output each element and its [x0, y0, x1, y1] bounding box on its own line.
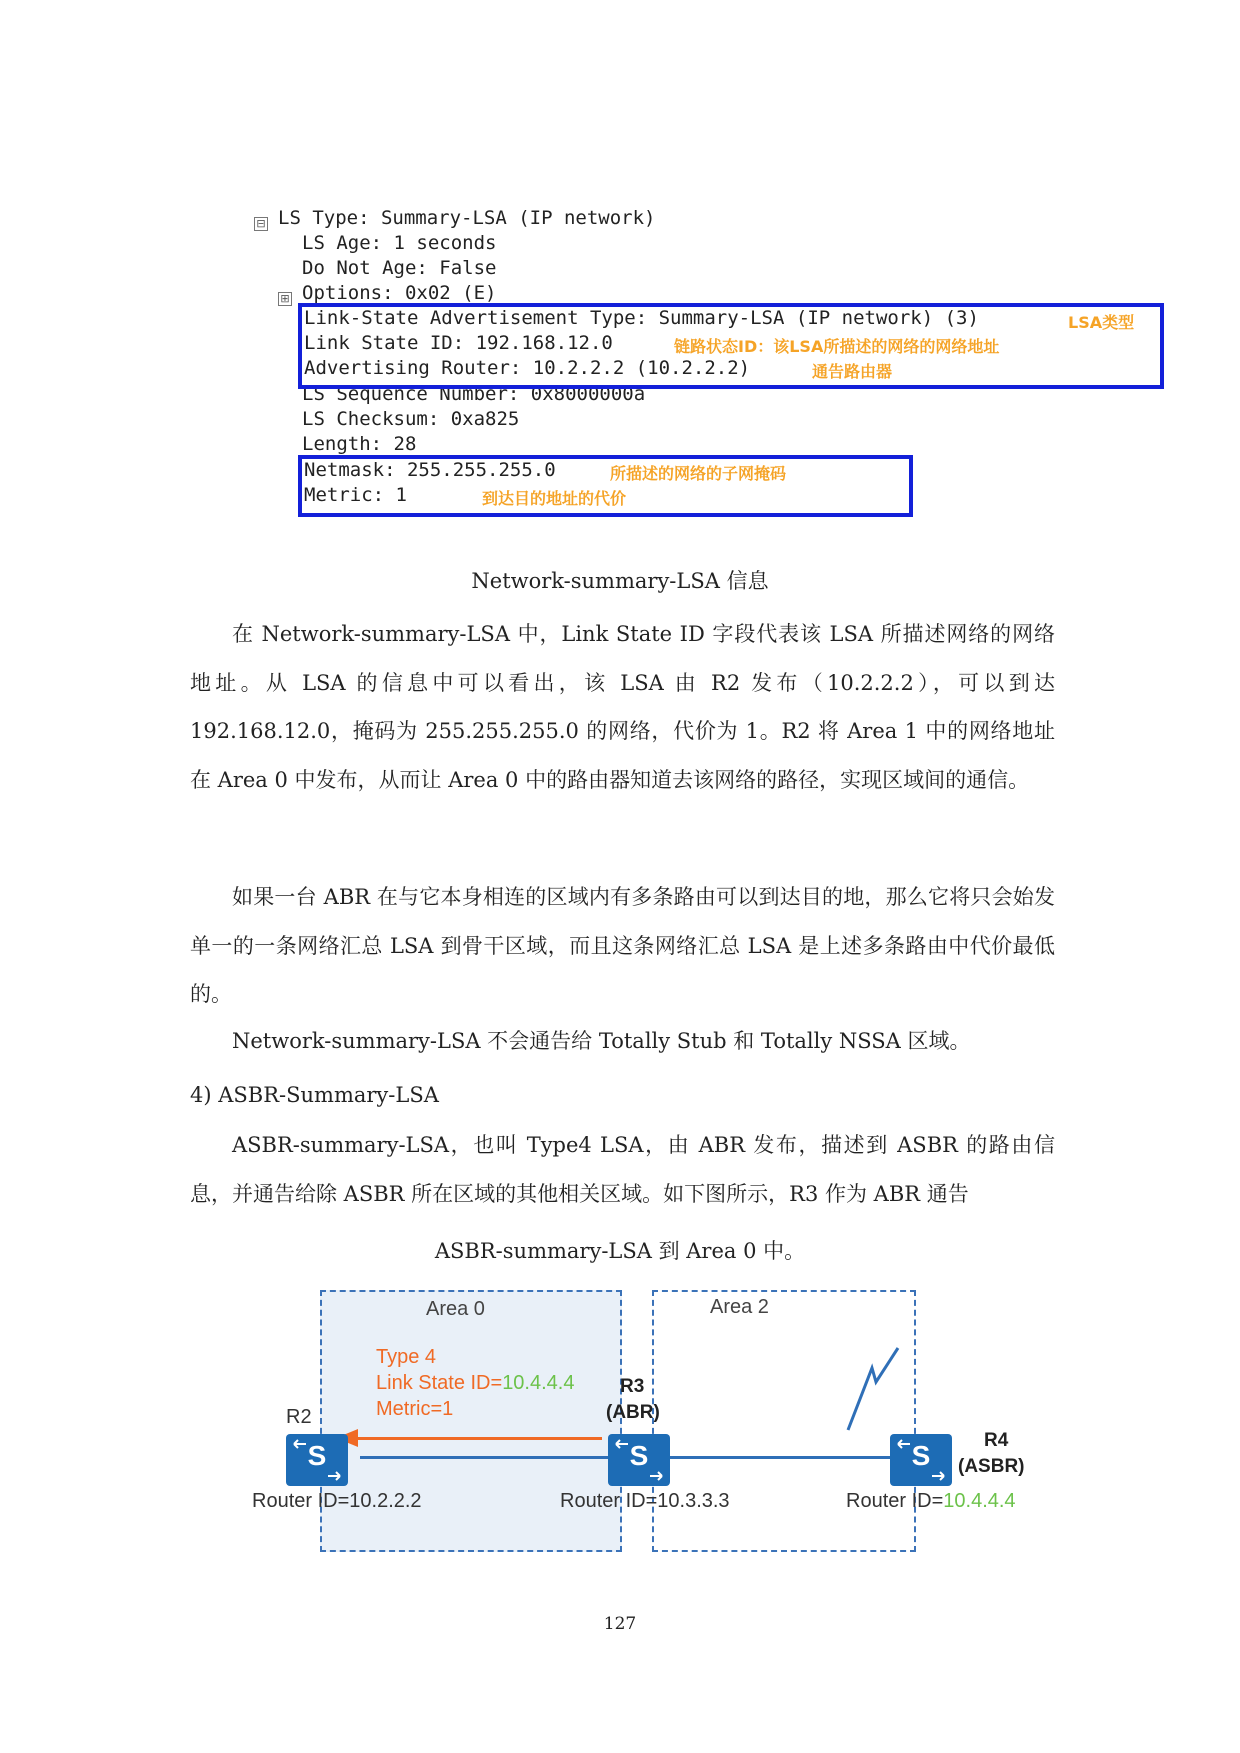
lsa-detail-panel	[250, 206, 1170, 526]
r2-name: R2	[286, 1406, 312, 1428]
seq-number-line: LS Sequence Number: 0x8000000a	[302, 383, 646, 405]
r4-router-id	[846, 1490, 1016, 1513]
r2-router-id: Router ID=10.2.2.2	[252, 1490, 422, 1512]
annotation-link-state-id: 链路状态ID：该LSA所描述的网络的网络地址	[674, 337, 1000, 356]
paragraph-1: 在 Network-summary-LSA 中，Link State ID 字段代表该 LSA 所描述网络的网络地址。从 LSA 的信息中可以看出，该 LSA 由 R2 发布（10.2.2.2），可以到达 192.168.12.0，掩码为 255.255.255.0 的网络，代价为 1。R2 将 Area 1 中的网络地址在 Area 0 中发布，从而让 Area 0 中的路由器知道去该网络的路径，实现区域间的通信。	[190, 622, 1055, 792]
adv-router-line: Advertising Router: 10.2.2.2 (10.2.2.2)	[304, 357, 751, 379]
page-number: 127	[603, 1614, 637, 1634]
router-r3-icon[interactable]	[608, 1434, 670, 1486]
paragraph-4: ASBR-summary-LSA，也叫 Type4 LSA，由 ABR 发布，描述到 ASBR 的路由信息，并通告给除 ASBR 所在区域的其他相关区域。如下图所示，R3 作为 ABR 通告	[190, 1133, 1055, 1206]
r3-role: (ABR)	[606, 1402, 660, 1423]
router-r3-letter: S	[629, 1440, 649, 1471]
link-state-id-label	[376, 1372, 574, 1395]
area-2-label: Area 2	[710, 1296, 769, 1318]
r3-router-id: Router ID=10.3.3.3	[560, 1490, 730, 1512]
router-r4-letter: S	[911, 1440, 931, 1471]
adv-type-line: Link-State Advertisement Type: Summary-LSA (IP network) (3)	[304, 307, 979, 329]
annotation-adv-router: 通告路由器	[812, 362, 893, 381]
ls-type-line: LS Type: Summary-LSA (IP network)	[278, 207, 656, 229]
ospf-network-diagram	[250, 1290, 1050, 1565]
r4-id-value: 10.4.4.4	[943, 1490, 1016, 1512]
router-r2-icon[interactable]	[286, 1434, 348, 1486]
lsid-prefix: Link State ID=	[376, 1372, 503, 1394]
metric-line: Metric: 1	[304, 484, 407, 506]
annotation-metric: 到达目的地址的代价	[482, 489, 627, 508]
checksum-line: LS Checksum: 0xa825	[302, 408, 520, 430]
r4-role: (ASBR)	[958, 1456, 1025, 1477]
metric-label: Metric=1	[376, 1398, 454, 1420]
paragraph-4-last-line: ASBR-summary-LSA 到 Area 0 中。	[434, 1239, 806, 1263]
r4-name: R4	[984, 1430, 1009, 1451]
section-heading: 4) ASBR-Summary-LSA	[190, 1083, 439, 1107]
do-not-age-line: Do Not Age: False	[302, 257, 497, 279]
expand-icon[interactable]: ⊞	[278, 292, 292, 306]
annotation-netmask: 所描述的网络的子网掩码	[610, 464, 787, 483]
link-state-id-line: Link State ID: 192.168.12.0	[304, 332, 613, 354]
router-r4-icon[interactable]	[890, 1434, 952, 1486]
netmask-line: Netmask: 255.255.255.0	[304, 459, 556, 481]
paragraph-3: Network-summary-LSA 不会通告给 Totally Stub 和 Totally NSSA 区域。	[232, 1029, 971, 1053]
ls-age-line: LS Age: 1 seconds	[302, 232, 497, 254]
lsa-flow-arrow	[356, 1437, 602, 1440]
options-line: Options: 0x02 (E)	[302, 282, 497, 304]
r4-id-prefix: Router ID=	[846, 1490, 944, 1512]
annotation-lsa-type: LSA类型	[1068, 313, 1135, 332]
r3-name: R3	[620, 1376, 645, 1397]
type4-label: Type 4	[376, 1346, 437, 1368]
collapse-icon[interactable]: ⊟	[254, 217, 268, 231]
lsid-value: 10.4.4.4	[502, 1372, 575, 1394]
router-r2-letter: S	[307, 1440, 327, 1471]
external-link-icon	[828, 1342, 918, 1434]
area-0-label: Area 0	[426, 1298, 485, 1320]
figure-caption: Network-summary-LSA 信息	[471, 569, 769, 593]
paragraph-2: 如果一台 ABR 在与它本身相连的区域内有多条路由可以到达目的地，那么它将只会始发单一的一条网络汇总 LSA 到骨干区域，而且这条网络汇总 LSA 是上述多条路由中代价最低的。	[190, 885, 1055, 1007]
length-line: Length: 28	[302, 433, 417, 455]
